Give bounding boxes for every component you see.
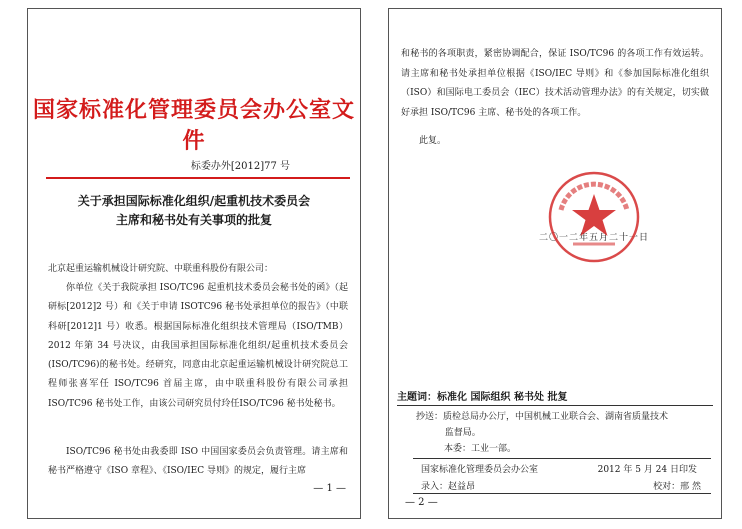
page-number: — 1 —: [313, 483, 346, 494]
keywords-line: 主题词：标准化 国际组织 秘书处 批复: [397, 388, 713, 406]
document-number: 标委办外[2012]77 号: [190, 161, 290, 172]
footer-rule-bottom: [413, 493, 711, 494]
document-title: 国家标准化管理委员会办公室文件: [32, 97, 355, 154]
document-page-2: [388, 8, 722, 519]
cc-recipients-continued: 监督局。: [444, 428, 481, 438]
body-continuation: 和秘书的各项职责，紧密协调配合，保证 ISO/TC96 的各项工作有效运转。请主席和秘书处承担单位根据《ISO/IEC 导则》和《参加国际标准化组织（ISO）和国际电工委员会（IEC）技术活动管理办法》的有关规定，切实做好承担 ISO/TC96 主席、秘书处的各项工作。: [401, 49, 709, 118]
cc-recipients: 质检总局办公厅，中国机械工业联合会、湖南省质量技术: [443, 412, 669, 422]
document-subject: [28, 192, 360, 230]
proofreader: 校对：邢 然: [653, 482, 701, 492]
footer-rule-top: [413, 458, 711, 459]
official-seal-icon: [547, 170, 641, 264]
issue-date: 二〇一二年五月二十一日: [539, 233, 650, 243]
addressee: 北京起重运输机械设计研究院、中联重科股份有限公司：: [48, 264, 274, 274]
subject-line-1: 关于承担国际标准化组织/起重机技术委员会: [77, 194, 311, 208]
body-paragraph-2: ISO/TC96 秘书处由我委即 ISO 中国国家委员会负责管理。请主席和秘书严格遵守《ISO 章程》、《ISO/IEC 导则》的规定，履行主席: [48, 447, 348, 477]
subject-line-2: 主席和秘书处有关事项的批复: [115, 213, 272, 227]
page-number: — 2 —: [405, 497, 438, 508]
cc-block: [416, 409, 711, 441]
body-paragraph-1: 你单位《关于我院承担 ISO/TC96 起重机技术委员会秘书处的函》（起研标[2012]2 号）和《关于申请 ISOTC96 秘书处承担单位的报告》（中联科研[2012]1 号）收悉。根据国际标准化组织技术管理局（ISO/TMB）2012 年第 34 号决议，由我国承担国际标准化组织/起重机技术委员会 (ISO/TC96)的秘书处。经研究，同意由北京起重运输机械设计研究院总工程师张喜军任 ISO/TC96 首届主席，由中联重科股份有限公司承担 ISO/TC96 秘书处工作，由该公司研究员付玲任ISO/TC96 秘书处秘书。: [48, 283, 348, 409]
cc-label: 抄送：: [416, 412, 444, 422]
entry-clerk: 录入：赵益昂: [421, 482, 476, 492]
print-date: 2012 年 5 月 24 日印发: [597, 465, 697, 475]
red-divider: [46, 177, 350, 179]
internal-distribution: 本委：工业一部。: [444, 444, 517, 454]
document-page-1: [27, 8, 361, 519]
issuing-office: 国家标准化管理委员会办公室: [421, 465, 539, 475]
reply-closing: 此复。: [419, 136, 447, 146]
